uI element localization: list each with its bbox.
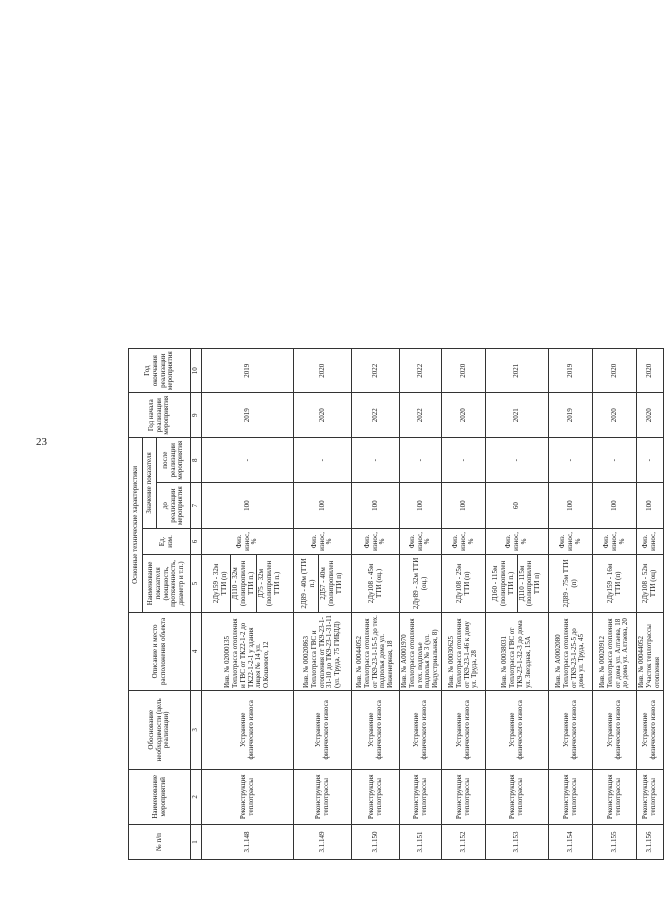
value-before: 100 (400, 483, 442, 528)
value-before: 60 (486, 483, 549, 528)
reason: Устранение физического износа (400, 691, 442, 770)
object-description: Инв. № 02000135 Теплотрасса отопления и ГВС от ТК22-1-2 до ТК22-1-2-1 у здания лицея № 14 ул. О.Кошевого, 12 (202, 612, 294, 690)
object-description: Инв. № 00038031 Теплотрасса ГВС от ТК9-23-1-32-3 до дома ул. Звездная, 15А (486, 612, 549, 690)
object-description: Инв. № 00030625 Теплотрасса отопления от ТК9-23-1-46 к дому ул. Труда, 28 (442, 612, 486, 690)
header-reason: Обоснование необходимости (цель реализации) (129, 691, 191, 770)
unit: Физ. износ, % (442, 528, 486, 554)
column-number: 8 (191, 438, 202, 483)
value-after: - (400, 438, 442, 483)
measure-name: Реконструкция теплотрассы (294, 769, 352, 824)
header-before: до реализации мероприятия (157, 483, 191, 528)
row-number: 3.1.148 (202, 825, 294, 860)
unit: Физ. износ, % (352, 528, 400, 554)
parameter-subtable (300, 555, 344, 612)
unit: Физ. износ, % (549, 528, 593, 554)
object-description: Инв. № 00020912 Теплотрасса отопления от дома ул. Алтаева, 18 до дома ул. Алтаева, 20 (593, 612, 637, 690)
parameter (202, 555, 294, 613)
column-number: 9 (191, 393, 202, 438)
start-year: 2021 (486, 393, 549, 438)
parameter-value: 2Д57 - 40м (полипропилен ТТИ п) (319, 555, 345, 612)
parameter: 2Ду108 - 45м ТТИ (оц.) (352, 555, 400, 613)
measure-name: Реконструкция теплотрассы (400, 769, 442, 824)
header-measure-name: Наименование мероприятий (129, 769, 191, 824)
header-number: № п/п (129, 825, 191, 860)
column-number: 2 (191, 769, 202, 824)
object-description: Инв. № 00044052 Теплотрасса отопления от ТК9-23-1-15-5 до тех. подполья дома ул. Инженерная, 18 (352, 612, 400, 690)
start-year: 2019 (549, 393, 593, 438)
value-after: - (593, 438, 637, 483)
header-unit: Ед. изм. (143, 528, 191, 554)
table-row (637, 349, 663, 860)
value-before: 100 (593, 483, 637, 528)
page-number: 23 (36, 436, 47, 448)
value-before: 100 (442, 483, 486, 528)
row-number: 3.1.153 (486, 825, 549, 860)
row-number: 3.1.155 (593, 825, 637, 860)
unit: Физ. износ, % (202, 528, 294, 554)
end-year: 2020 (442, 349, 486, 393)
parameter-value: Д110 - 32м (полипропилен ТТИ п.) (230, 555, 256, 612)
parameter-value: Д75 - 32м (полипропилен ТТИ п.) (257, 555, 283, 612)
start-year: 2020 (593, 393, 637, 438)
start-year: 2022 (400, 393, 442, 438)
table-row (442, 349, 486, 860)
value-after: - (352, 438, 400, 483)
start-year: 2020 (442, 393, 486, 438)
value-before: 100 (637, 483, 663, 528)
value-after: - (202, 438, 294, 483)
reason: Устранение физического износа (442, 691, 486, 770)
table-row (400, 349, 442, 860)
column-number: 10 (191, 349, 202, 393)
header-after: после реализации мероприятия (157, 438, 191, 483)
row-number: 3.1.151 (400, 825, 442, 860)
measure-name: Реконструкция теплотрассы (549, 769, 593, 824)
unit: Физ. износ, % (294, 528, 352, 554)
parameter (486, 555, 549, 613)
start-year: 2019 (202, 393, 294, 438)
object-description: Инв. № A0002080 Теплотрасса отопления от ТК9-23-1-25-5 до дома ул. Труда, 45 (549, 612, 593, 690)
measure-name: Реконструкция теплотрассы (486, 769, 549, 824)
start-year: 2020 (637, 393, 663, 438)
column-number: 3 (191, 691, 202, 770)
table-row (549, 349, 593, 860)
parameter-value: 2Ду159 - 32м ТТИ (п) (212, 563, 229, 604)
start-year: 2020 (294, 393, 352, 438)
column-number: 4 (191, 612, 202, 690)
object-description: Инв. № A0001970 Теплотрасса отопления в тех. подполье подполья № 3 (ул. Индустриальная, 8) (400, 612, 442, 690)
parameter: 2Ду108 - 52м ТТИ (оц) (637, 555, 663, 613)
parameter (294, 555, 352, 613)
parameter-value: Д160 - 115м (полипропилен ТТИ п.) (491, 560, 515, 607)
column-number: 6 (191, 528, 202, 554)
header-end-year: Год окончания реализации мероприятия (129, 349, 191, 393)
value-before: 100 (549, 483, 593, 528)
column-number: 5 (191, 555, 202, 613)
row-number: 3.1.150 (352, 825, 400, 860)
column-number: 1 (191, 825, 202, 860)
end-year: 2022 (400, 349, 442, 393)
reason: Устранение физического износа (486, 691, 549, 770)
column-number: 7 (191, 483, 202, 528)
row-number: 3.1.152 (442, 825, 486, 860)
table-row (294, 349, 352, 860)
end-year: 2020 (637, 349, 663, 393)
measure-name: Реконструкция теплотрассы (352, 769, 400, 824)
reason: Устранение физического износа (352, 691, 400, 770)
parameter-subtable (491, 555, 543, 612)
measure-name: Реконструкция теплотрассы (637, 769, 663, 824)
row-number: 3.1.156 (637, 825, 663, 860)
table-row (352, 349, 400, 860)
value-after: - (294, 438, 352, 483)
end-year: 2022 (352, 349, 400, 393)
end-year: 2020 (593, 349, 637, 393)
unit: Физ. износ, % (486, 528, 549, 554)
column-number-row (191, 349, 202, 860)
value-before: 100 (294, 483, 352, 528)
measure-name: Реконструкция теплотрассы (442, 769, 486, 824)
end-year: 2021 (486, 349, 549, 393)
header-tech-group: Основные технические характеристики (129, 438, 143, 613)
unit: Физ. износ, % (400, 528, 442, 554)
reason: Устранение физического износа (294, 691, 352, 770)
header-parameter: Наименование показателя (мощность, протяженность, диаметр и т.п.) (143, 555, 191, 613)
parameter: 2Ду159 - 16м ТТИ (п) (593, 555, 637, 613)
header-start-year: Год начала реализации мероприятия (129, 393, 191, 438)
table-row (486, 349, 549, 860)
parameter-value: Д110 - 115м (полипропилен ТТИ п) (517, 555, 543, 612)
value-before: 100 (352, 483, 400, 528)
end-year: 2019 (202, 349, 294, 393)
object-description: Инв. № 00044052 Участок теплотрассы отопления (637, 612, 663, 690)
table-body (202, 349, 664, 860)
start-year: 2022 (352, 393, 400, 438)
table-row (593, 349, 637, 860)
value-after: - (637, 438, 663, 483)
header-description: Описание и место расположения объекта (129, 612, 191, 690)
row-number: 3.1.149 (294, 825, 352, 860)
reason: Устранение физического износа (202, 691, 294, 770)
parameter-value: 2Д89 - 40м (ТТИ п.) (300, 558, 317, 609)
parameter: 2Ду108 - 25м ТТИ (п) (442, 555, 486, 613)
reason: Устранение физического износа (593, 691, 637, 770)
value-after: - (442, 438, 486, 483)
header-values-group: Значение показателя (143, 438, 157, 529)
value-after: - (549, 438, 593, 483)
value-before: 100 (202, 483, 294, 528)
table-row (202, 349, 294, 860)
reason: Устранение физического износа (637, 691, 663, 770)
measures-table (128, 348, 664, 860)
measure-name: Реконструкция теплотрассы (593, 769, 637, 824)
end-year: 2020 (294, 349, 352, 393)
measure-name: Реконструкция теплотрассы (202, 769, 294, 824)
parameter-subtable (212, 555, 283, 612)
row-number: 3.1.154 (549, 825, 593, 860)
reason: Устранение физического износа (549, 691, 593, 770)
unit: Физ. износ, % (593, 528, 637, 554)
unit: Физ. износ, (637, 528, 663, 554)
value-after: - (486, 438, 549, 483)
object-description: Инв. № 00020863 Теплотрасса ГВС и отопления от ТК9-23-1-31-10 до ТК9-23-1-31-11 (ул. Труда, 75 ГИБДД) (294, 612, 352, 690)
parameter: 2Д89 - 75м ТТИ (п) (549, 555, 593, 613)
end-year: 2019 (549, 349, 593, 393)
parameter: 2Ду89 - 32м ТТИ (оц.) (400, 555, 442, 613)
